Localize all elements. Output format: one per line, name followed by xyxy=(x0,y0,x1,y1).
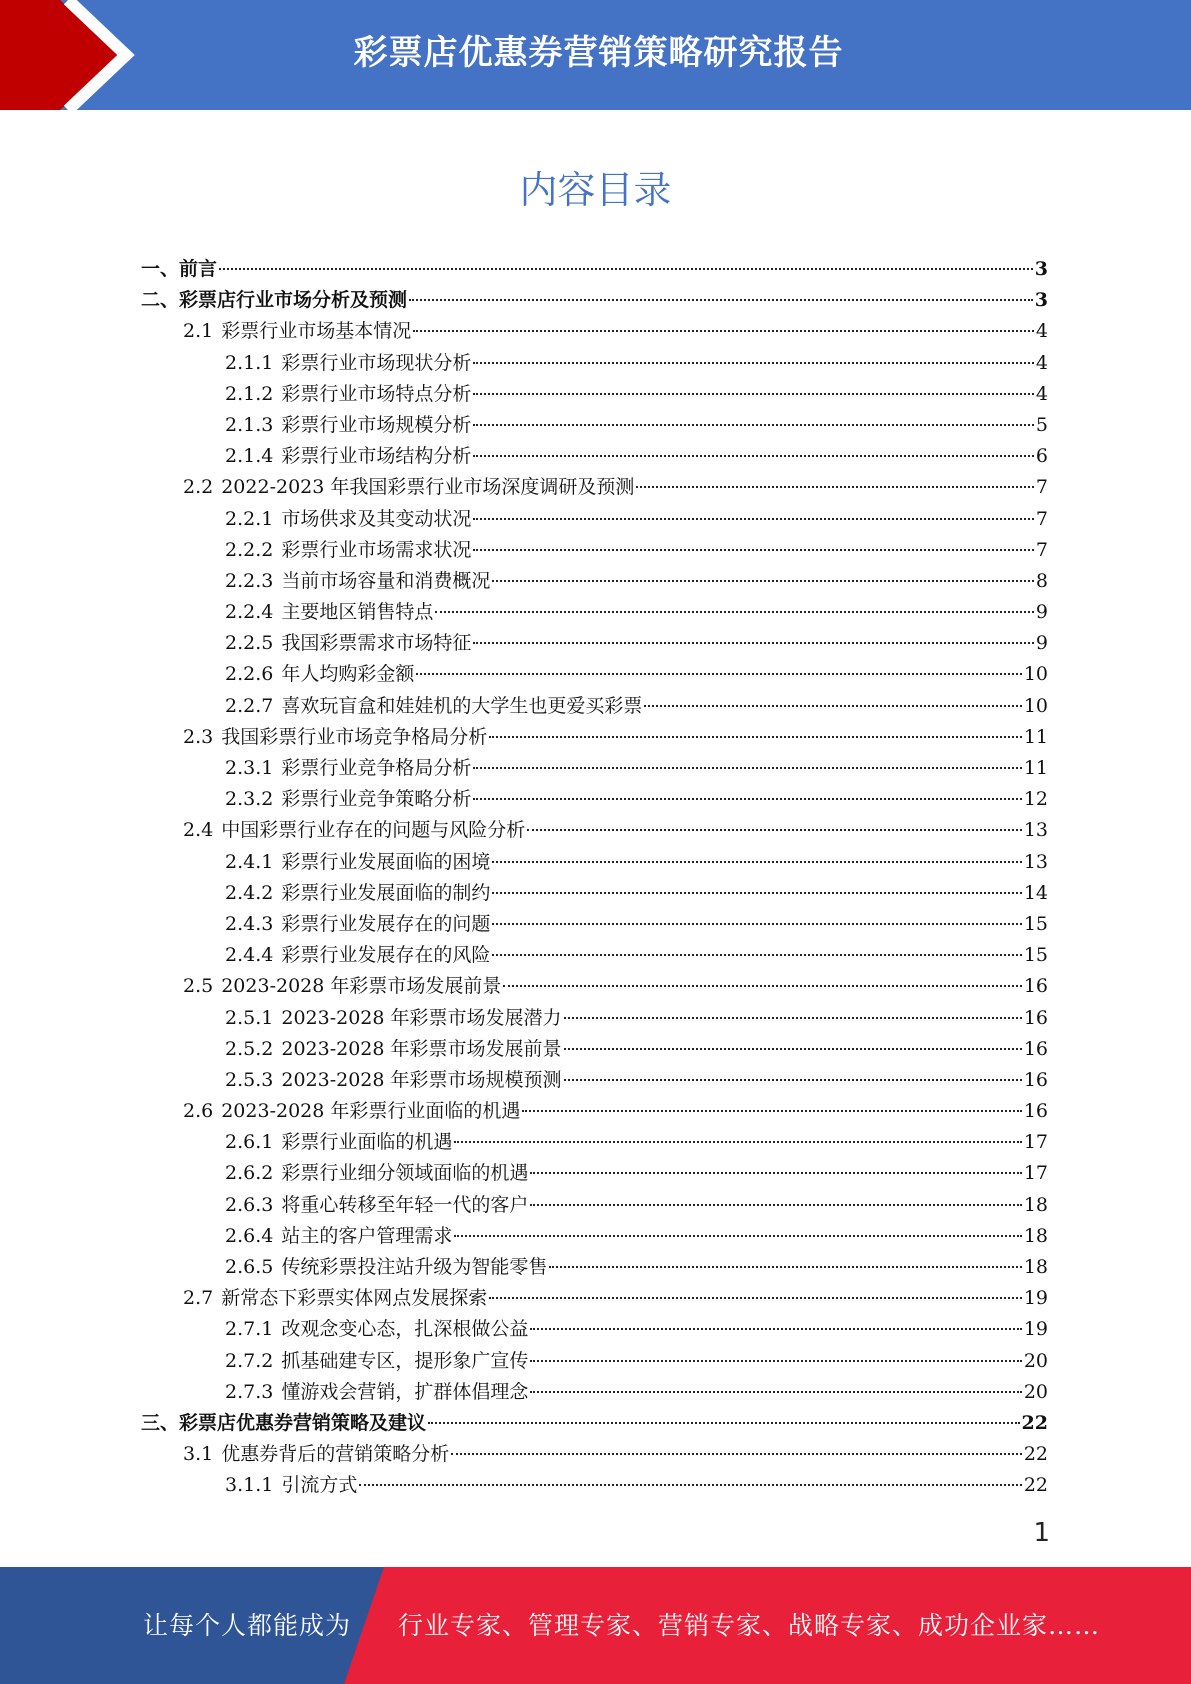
toc-entry-page: 10 xyxy=(1023,663,1048,686)
table-of-contents xyxy=(141,254,1048,1502)
toc-entry[interactable] xyxy=(141,316,1048,347)
toc-entry-page: 10 xyxy=(1023,694,1048,717)
toc-entry-title: 我国彩票需求市场特征 xyxy=(281,632,472,655)
toc-entry-number: 2.5 xyxy=(183,975,214,998)
toc-entry-title: 中国彩票行业存在的问题与风险分析 xyxy=(221,819,526,842)
toc-entry[interactable] xyxy=(141,1470,1048,1501)
toc-entry[interactable] xyxy=(141,753,1048,784)
toc-entry-title: 改观念变心态，扎深根做公益 xyxy=(281,1318,529,1341)
toc-dot-leader xyxy=(492,892,1021,894)
toc-entry[interactable] xyxy=(141,1252,1048,1283)
toc-entry-page: 18 xyxy=(1023,1224,1048,1247)
toc-dot-leader xyxy=(489,736,1022,738)
toc-entry-number: 2.4 xyxy=(183,819,214,842)
toc-entry-page: 22 xyxy=(1023,1474,1048,1497)
toc-entry-number: 2.1.2 xyxy=(225,382,274,405)
toc-dot-leader xyxy=(492,580,1034,582)
toc-entry-page: 7 xyxy=(1035,476,1048,499)
toc-entry-number: 一、 xyxy=(141,258,180,280)
toc-dot-leader xyxy=(473,455,1034,457)
toc-dot-leader xyxy=(644,705,1021,707)
toc-entry-number: 2.6.3 xyxy=(225,1193,274,1216)
toc-entry-title: 市场供求及其变动状况 xyxy=(281,507,472,530)
toc-dot-leader xyxy=(564,1048,1022,1050)
toc-entry-title: 彩票店优惠券营销策略及建议 xyxy=(179,1411,427,1434)
toc-entry-title: 彩票行业竞争格局分析 xyxy=(281,757,472,779)
toc-entry-number: 3.1 xyxy=(183,1443,214,1466)
toc-entry[interactable] xyxy=(141,535,1048,566)
toc-entry-number: 2.6.5 xyxy=(225,1256,274,1278)
toc-dot-leader xyxy=(530,1328,1021,1330)
toc-dot-leader xyxy=(492,923,1021,925)
toc-entry[interactable] xyxy=(141,504,1048,535)
toc-entry[interactable] xyxy=(141,722,1048,753)
toc-entry[interactable] xyxy=(141,441,1048,472)
page-number: 1 xyxy=(1033,1518,1050,1548)
toc-entry-number: 2.4.1 xyxy=(225,850,274,873)
toc-entry-page: 20 xyxy=(1023,1380,1048,1403)
toc-entry-page: 8 xyxy=(1035,569,1048,592)
toc-entry-number: 3.1.1 xyxy=(225,1474,274,1497)
toc-dot-leader xyxy=(451,1453,1022,1455)
toc-entry-title: 彩票行业发展面临的困境 xyxy=(281,850,491,873)
toc-entry-number: 2.3 xyxy=(183,725,214,748)
toc-entry-number: 2.2.5 xyxy=(225,632,274,655)
toc-entry-page: 4 xyxy=(1035,351,1048,374)
toc-entry-page: 18 xyxy=(1023,1193,1048,1216)
toc-entry-page: 9 xyxy=(1035,601,1048,624)
toc-entry-title: 2023-2028 年彩票市场发展前景 xyxy=(281,1037,562,1060)
toc-dot-leader xyxy=(530,1204,1021,1206)
toc-entry[interactable] xyxy=(141,1190,1048,1221)
toc-entry-page: 7 xyxy=(1035,538,1048,561)
toc-entry[interactable] xyxy=(141,909,1048,940)
toc-dot-leader xyxy=(530,1391,1021,1393)
toc-entry-title: 传统彩票投注站升级为智能零售 xyxy=(281,1256,548,1278)
toc-entry[interactable] xyxy=(141,847,1048,878)
toc-dot-leader xyxy=(473,549,1034,551)
toc-entry-page: 4 xyxy=(1035,320,1048,343)
toc-entry-page: 16 xyxy=(1023,1006,1048,1029)
toc-dot-leader xyxy=(473,642,1034,644)
toc-entry-title: 当前市场容量和消费概况 xyxy=(281,569,491,592)
toc-entry-number: 2.7.1 xyxy=(225,1318,274,1341)
toc-entry-page: 16 xyxy=(1023,1037,1048,1060)
toc-entry-page: 15 xyxy=(1023,944,1048,967)
toc-dot-leader xyxy=(489,1297,1022,1299)
toc-entry-page: 5 xyxy=(1035,413,1048,436)
toc-dot-leader xyxy=(473,518,1034,520)
toc-entry-number: 2.4.3 xyxy=(225,912,274,935)
toc-entry[interactable] xyxy=(141,1283,1048,1314)
toc-entry-number: 2.3.2 xyxy=(225,788,274,811)
toc-dot-leader xyxy=(454,1235,1021,1237)
toc-entry-title: 2023-2028 年彩票市场规模预测 xyxy=(281,1068,562,1091)
toc-entry-title: 2023-2028 年彩票行业面临的机遇 xyxy=(221,1100,521,1123)
toc-entry-page: 4 xyxy=(1035,382,1048,405)
toc-dot-leader xyxy=(549,1266,1021,1268)
toc-dot-leader xyxy=(527,829,1022,831)
toc-entry-page: 16 xyxy=(1023,975,1048,998)
toc-dot-leader xyxy=(492,954,1021,956)
toc-dot-leader xyxy=(530,1360,1021,1362)
document-title: 彩票店优惠券营销策略研究报告 xyxy=(353,33,844,73)
footer-slogan-left: 让每个人都能成为 xyxy=(143,1611,352,1640)
toc-entry-title: 站主的客户管理需求 xyxy=(281,1224,453,1247)
toc-entry[interactable] xyxy=(141,1127,1048,1158)
toc-entry-title: 彩票行业市场基本情况 xyxy=(221,320,412,343)
toc-dot-leader xyxy=(636,486,1034,488)
toc-entry[interactable] xyxy=(141,566,1048,597)
toc-entry-title: 彩票行业市场结构分析 xyxy=(281,445,472,468)
toc-entry-title: 前言 xyxy=(179,258,218,280)
toc-entry-page: 12 xyxy=(1023,788,1048,811)
toc-entry-title: 2022-2023 年我国彩票行业市场深度调研及预测 xyxy=(221,476,635,499)
toc-entry[interactable] xyxy=(141,1096,1048,1127)
toc-entry-page: 15 xyxy=(1023,912,1048,935)
toc-entry-title: 引流方式 xyxy=(281,1474,358,1497)
toc-entry-number: 2.1 xyxy=(183,320,214,343)
toc-entry-title: 优惠券背后的营销策略分析 xyxy=(221,1443,450,1466)
header-banner xyxy=(0,0,1191,110)
toc-entry-number: 2.7.3 xyxy=(225,1380,274,1403)
toc-entry-title: 彩票行业细分领域面临的机遇 xyxy=(281,1162,529,1185)
toc-entry[interactable] xyxy=(141,1003,1048,1034)
toc-entry-number: 三、 xyxy=(141,1411,180,1434)
toc-entry[interactable] xyxy=(141,1065,1048,1096)
toc-entry-page: 19 xyxy=(1023,1318,1048,1341)
toc-entry-title: 主要地区销售特点 xyxy=(281,601,434,624)
toc-entry-page: 13 xyxy=(1023,850,1048,873)
toc-entry[interactable] xyxy=(141,1314,1048,1345)
toc-entry[interactable] xyxy=(141,472,1048,503)
toc-entry-page: 20 xyxy=(1023,1349,1048,1372)
toc-entry-title: 2023-2028 年彩票市场发展前景 xyxy=(221,975,502,998)
toc-dot-leader xyxy=(473,798,1021,800)
toc-dot-leader xyxy=(564,1017,1022,1019)
toc-entry-number: 2.2.3 xyxy=(225,569,274,592)
toc-entry-page: 6 xyxy=(1035,445,1048,468)
toc-dot-leader xyxy=(409,299,1033,301)
toc-entry-title: 彩票行业市场规模分析 xyxy=(281,413,472,436)
toc-entry-title: 2023-2028 年彩票市场发展潜力 xyxy=(281,1006,562,1029)
toc-entry-page: 11 xyxy=(1023,725,1048,748)
toc-entry[interactable] xyxy=(141,285,1048,316)
toc-heading: 内容目录 xyxy=(519,168,672,212)
toc-dot-leader xyxy=(413,330,1034,332)
toc-entry[interactable] xyxy=(141,1377,1048,1408)
toc-entry[interactable] xyxy=(141,1346,1048,1377)
toc-entry-page: 17 xyxy=(1023,1131,1048,1154)
toc-entry-number: 2.1.4 xyxy=(225,445,274,468)
toc-entry[interactable] xyxy=(141,691,1048,722)
toc-entry[interactable] xyxy=(141,878,1048,909)
toc-dot-leader xyxy=(428,1422,1020,1424)
toc-dot-leader xyxy=(564,1079,1022,1081)
toc-entry-number: 2.1.3 xyxy=(225,413,274,436)
toc-entry-number: 2.4.4 xyxy=(225,944,274,967)
toc-dot-leader xyxy=(530,1172,1021,1174)
toc-entry-number: 2.2.1 xyxy=(225,507,274,530)
toc-entry-number: 2.7 xyxy=(183,1287,214,1310)
toc-dot-leader xyxy=(492,861,1021,863)
toc-entry-title: 彩票行业发展存在的问题 xyxy=(281,912,491,935)
toc-entry-number: 2.2.4 xyxy=(225,601,274,624)
toc-entry[interactable] xyxy=(141,254,1048,285)
toc-entry-number: 2.6.4 xyxy=(225,1224,274,1247)
toc-entry-page: 3 xyxy=(1034,289,1048,312)
toc-entry-number: 2.5.3 xyxy=(225,1068,274,1091)
toc-entry-number: 2.2.7 xyxy=(225,694,274,717)
toc-dot-leader xyxy=(503,985,1021,987)
toc-entry-page: 16 xyxy=(1023,1068,1048,1091)
toc-entry-page: 3 xyxy=(1034,258,1048,280)
toc-entry-page: 13 xyxy=(1023,819,1048,842)
toc-entry-number: 2.7.2 xyxy=(225,1349,274,1372)
toc-dot-leader xyxy=(454,1141,1021,1143)
toc-entry-number: 2.2 xyxy=(183,476,214,499)
toc-entry-title: 彩票行业竞争策略分析 xyxy=(281,788,472,811)
toc-entry[interactable] xyxy=(141,348,1048,379)
toc-entry-title: 将重心转移至年轻一代的客户 xyxy=(281,1193,529,1216)
toc-dot-leader xyxy=(435,611,1034,613)
toc-entry-number: 2.2.2 xyxy=(225,538,274,561)
toc-entry[interactable] xyxy=(141,940,1048,971)
toc-entry[interactable] xyxy=(141,1439,1048,1470)
toc-entry[interactable] xyxy=(141,1034,1048,1065)
toc-entry-title: 抓基础建专区，提形象广宣传 xyxy=(281,1349,529,1372)
toc-entry[interactable] xyxy=(141,628,1048,659)
toc-dot-leader xyxy=(359,1484,1021,1486)
toc-entry[interactable] xyxy=(141,815,1048,846)
toc-entry[interactable] xyxy=(141,784,1048,815)
toc-entry-number: 2.6 xyxy=(183,1100,214,1123)
toc-entry[interactable] xyxy=(141,379,1048,410)
toc-entry[interactable] xyxy=(141,659,1048,690)
toc-entry[interactable] xyxy=(141,410,1048,441)
toc-dot-leader xyxy=(473,393,1034,395)
toc-dot-leader xyxy=(473,767,1021,769)
toc-dot-leader xyxy=(219,268,1033,270)
toc-entry-title: 彩票店行业市场分析及预测 xyxy=(179,289,408,312)
toc-entry-page: 11 xyxy=(1023,757,1048,779)
toc-entry-page: 18 xyxy=(1023,1256,1048,1278)
toc-entry[interactable] xyxy=(141,597,1048,628)
toc-entry-title: 新常态下彩票实体网点发展探索 xyxy=(221,1287,488,1310)
toc-entry-title: 彩票行业发展存在的风险 xyxy=(281,944,491,967)
toc-entry-number: 2.6.2 xyxy=(225,1162,274,1185)
toc-entry-page: 22 xyxy=(1021,1411,1048,1434)
toc-entry-number: 2.6.1 xyxy=(225,1131,274,1154)
toc-entry-title: 彩票行业面临的机遇 xyxy=(281,1131,453,1154)
toc-entry-page: 16 xyxy=(1023,1100,1048,1123)
toc-entry-page: 17 xyxy=(1023,1162,1048,1185)
toc-entry-title: 彩票行业市场需求状况 xyxy=(281,538,472,561)
footer-banner xyxy=(0,1567,1191,1684)
toc-entry-number: 2.3.1 xyxy=(225,757,274,779)
toc-dot-leader xyxy=(473,362,1034,364)
toc-entry-page: 19 xyxy=(1023,1287,1048,1310)
toc-entry-title: 我国彩票行业市场竞争格局分析 xyxy=(221,725,488,748)
footer-slogan-right: 行业专家、管理专家、营销专家、战略专家、成功企业家…… xyxy=(398,1611,1101,1640)
toc-entry[interactable] xyxy=(141,1158,1048,1189)
toc-entry-title: 彩票行业市场特点分析 xyxy=(281,382,472,405)
toc-dot-leader xyxy=(522,1110,1021,1112)
toc-entry-number: 二、 xyxy=(141,289,180,312)
toc-entry[interactable] xyxy=(141,1221,1048,1252)
toc-dot-leader xyxy=(416,673,1021,675)
toc-entry-number: 2.2.6 xyxy=(225,663,274,686)
toc-entry-page: 7 xyxy=(1035,507,1048,530)
toc-dot-leader xyxy=(473,424,1034,426)
toc-entry-page: 14 xyxy=(1023,881,1048,904)
toc-entry-title: 年人均购彩金额 xyxy=(281,663,415,686)
toc-entry-number: 2.5.2 xyxy=(225,1037,274,1060)
toc-entry-title: 彩票行业市场现状分析 xyxy=(281,351,472,374)
toc-entry-number: 2.5.1 xyxy=(225,1006,274,1029)
toc-entry-title: 懂游戏会营销，扩群体倡理念 xyxy=(281,1380,529,1403)
toc-entry-page: 9 xyxy=(1035,632,1048,655)
toc-entry-number: 2.4.2 xyxy=(225,881,274,904)
toc-entry-title: 彩票行业发展面临的制约 xyxy=(281,881,491,904)
toc-entry-page: 22 xyxy=(1023,1443,1048,1466)
toc-entry-number: 2.1.1 xyxy=(225,351,274,374)
toc-entry[interactable] xyxy=(141,971,1048,1002)
toc-entry[interactable] xyxy=(141,1408,1048,1439)
toc-entry-title: 喜欢玩盲盒和娃娃机的大学生也更爱买彩票 xyxy=(281,694,643,717)
